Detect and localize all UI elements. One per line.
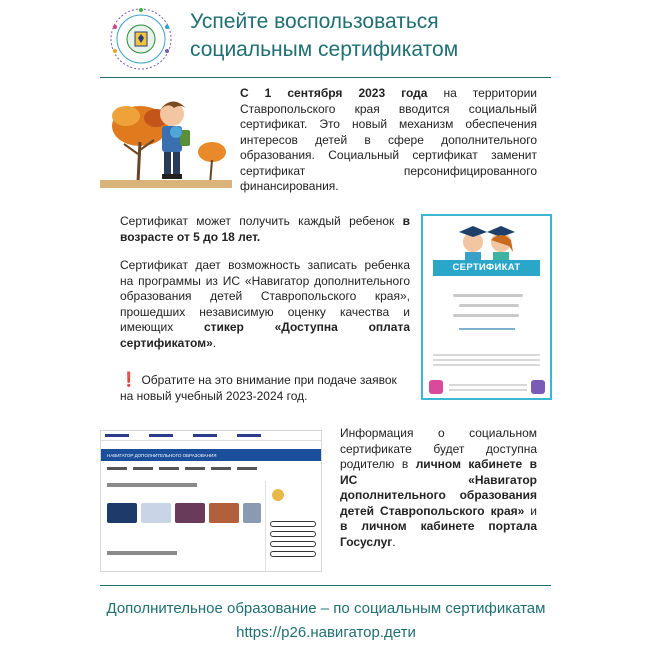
certificate-text-line: [433, 359, 540, 361]
intro-text: на территории Ставропольского края вводится социальный сертификат. Это новый механизм обеспечения интересов детей в сфере дополнительного образования. Социальный сертификат заменит сертификат персонифицированного финансирования.: [240, 86, 538, 193]
avatar: [272, 489, 284, 501]
exclamation-icon: ❗: [120, 371, 138, 387]
certificate-name-placeholder: [459, 304, 519, 307]
info-paragraph: [340, 426, 537, 550]
certificate-logo-left: [429, 380, 443, 394]
certificate-text-line: [433, 354, 540, 356]
screenshot-pill: [270, 521, 316, 527]
certificate-name-placeholder: [453, 314, 519, 317]
certificate-ribbon: СЕРТИФИКАТ: [433, 260, 540, 276]
screenshot-navbar: [101, 449, 321, 461]
screenshot-subheading: [107, 551, 177, 555]
title-line-2: социальным сертификатом: [190, 38, 459, 61]
screenshot-pill: [270, 551, 316, 557]
opportunity-sticker: стикер «Доступна оплата сертификатом»: [120, 320, 410, 350]
certificate-text-line: [449, 384, 527, 386]
logo: [104, 6, 178, 72]
footer-slogan: Дополнительное образование – по социальным сертификатам: [106, 600, 546, 617]
footer-link[interactable]: https://р26.навигатор.дети: [236, 624, 416, 641]
boy-illustration: [100, 92, 232, 188]
screenshot-card: [175, 503, 205, 523]
screenshot-pill: [270, 541, 316, 547]
graduate-children-icon: [445, 220, 529, 260]
certificate-text-line: [459, 328, 515, 330]
navigator-screenshot: [100, 430, 322, 572]
screenshot-menu: [101, 467, 321, 475]
intro-date: С 1 сентября 2023 года: [240, 86, 428, 100]
info-bold-1: личном кабинете в ИС «Навигатор дополнительного образования детей Ставропольского края»: [340, 457, 537, 518]
screenshot-nav-title: НАВИГАТОР ДОПОЛНИТЕЛЬНОГО ОБРАЗОВАНИЯ: [107, 452, 217, 458]
certificate-text-line: [449, 389, 527, 391]
screenshot-card: [209, 503, 239, 523]
certificate-text-line: [433, 364, 540, 366]
screenshot-topbar: [101, 431, 321, 441]
info-bold-2: в личном кабинете портала Госуслуг: [340, 519, 537, 549]
eligibility-text: Сертификат может получить каждый ребенок: [120, 214, 403, 228]
page-title: [190, 8, 610, 64]
opportunity-end: .: [212, 335, 217, 350]
screenshot-heading: [107, 483, 197, 487]
screenshot-sidebar: [265, 481, 319, 571]
certificate-name-placeholder: [453, 294, 523, 297]
eligibility-paragraph: [120, 214, 410, 245]
screenshot-card: [243, 503, 261, 523]
top-divider: [100, 77, 551, 78]
intro-paragraph: [240, 86, 537, 195]
info-text-1: Информация о социальном сертификате будет доступна родителю в: [340, 426, 537, 471]
certificate-image: [421, 214, 552, 400]
screenshot-pill: [270, 531, 316, 537]
certificate-logo-right: [531, 380, 545, 394]
opportunity-text: Сертификат дает возможность записать ребенка на программы из ИС «Навигатор дополнительного образования детей Ставропольского края», прошедших независимую оценку качества и имеющих: [120, 258, 410, 334]
eligibility-age: в возрасте от 5 до 18 лет.: [120, 214, 410, 244]
bottom-divider: [100, 585, 551, 586]
screenshot-card: [141, 503, 171, 523]
notice-text: Обратите на это внимание при подаче заявок на новый учебный 2023-2024 год.: [120, 373, 397, 403]
info-text-3: .: [392, 534, 396, 549]
info-text-2: и: [524, 503, 537, 518]
notice-paragraph: [120, 372, 410, 404]
screenshot-card: [107, 503, 137, 523]
opportunity-paragraph: [120, 258, 410, 351]
title-line-1: Успейте воспользоваться: [190, 10, 439, 33]
